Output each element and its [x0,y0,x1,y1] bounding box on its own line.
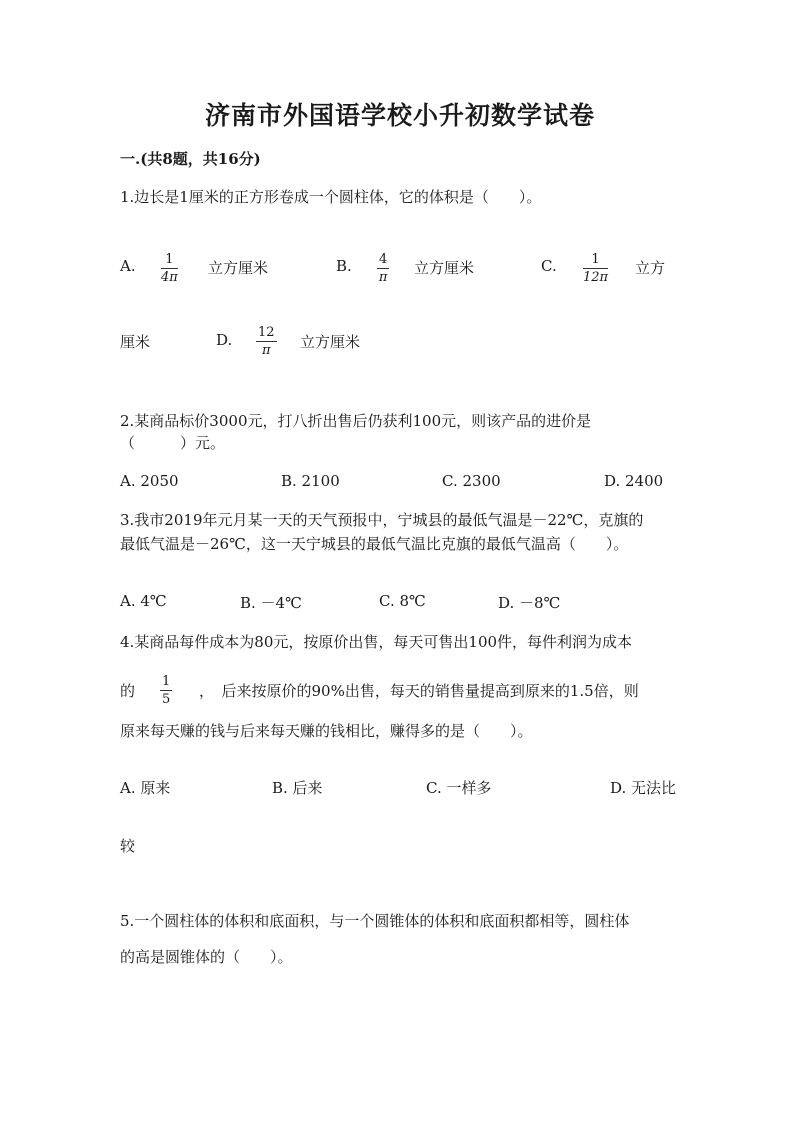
q1-option-d-label: D. [216,331,233,349]
question-4-line-1: 4.某商品每件成本为80元，按原价出售，每天可售出100件，每件利润为成本 [120,633,633,651]
q2-option-b: B. 2100 [281,472,340,490]
q4-option-a: A. 原来 [120,779,171,797]
fraction-numerator: 12 [258,325,275,340]
q1-option-c-fraction [583,252,608,285]
q3-option-a: A. 4℃ [120,592,167,610]
page-title: 济南市外国语学校小升初数学试卷 [204,101,595,130]
fraction-denominator: π [262,343,271,358]
fraction-numerator: 1 [162,674,171,689]
q1-option-d-fraction [256,325,277,358]
q1-option-b-label: B. [336,257,352,275]
q1-option-a-label: A. [120,257,136,275]
q1-option-a-unit: 立方厘米 [208,259,269,277]
q4-option-d: D. 无法比 [610,779,677,797]
fraction-numerator: 1 [591,252,600,267]
q4-option-b: B. 后来 [272,779,323,797]
q1-option-a-fraction [161,252,178,285]
question-5-line-2: 的高是圆锥体的（ ）。 [120,948,293,966]
question-1-text: 1.边长是1厘米的正方形卷成一个圆柱体，它的体积是（ ）。 [120,188,542,206]
q4-fraction [160,674,172,707]
q3-option-d: D. －8℃ [498,594,561,612]
fraction-denominator: 4π [161,270,178,285]
fraction-numerator: 1 [165,252,174,267]
q1-option-c-unit: 立方 [635,259,666,277]
q1-option-c-label: C. [541,257,557,275]
q2-option-d: D. 2400 [604,472,664,490]
q2-option-c: C. 2300 [442,472,501,490]
question-3-line-1: 3.我市2019年元月某一天的天气预报中，宁城县的最低气温是－22℃，克旗的 [120,511,644,529]
q1-option-d-unit: 立方厘米 [300,333,361,351]
q1-option-b-fraction [377,252,389,285]
q1-option-b-unit: 立方厘米 [414,259,475,277]
section-heading: 一.(共8题，共16分) [120,150,261,168]
question-4-line-3: 原来每天赚的钱与后来每天赚的钱相比，赚得多的是（ ）。 [120,722,533,740]
question-4-line-2-end: ， 后来按原价的90%出售，每天的销售量提高到原来的1.5倍，则 [199,682,639,700]
fraction-denominator: 5 [162,692,171,707]
fraction-numerator: 4 [379,252,388,267]
fraction-denominator: 12π [583,270,609,285]
fraction-denominator: π [378,270,388,285]
q3-option-b: B. －4℃ [240,594,302,612]
q3-option-c: C. 8℃ [379,592,426,610]
question-2-line-2: （ ）元。 [120,434,226,452]
q2-option-a: A. 2050 [120,472,179,490]
question-5-line-1: 5.一个圆柱体的体积和底面积，与一个圆锥体的体积和底面积都相等，圆柱体 [120,912,630,930]
q4-option-c: C. 一样多 [426,779,492,797]
question-3-line-2: 最低气温是－26℃，这一天宁城县的最低气温比克旗的最低气温高（ ）。 [120,535,629,553]
q1-option-c-unit-continued: 厘米 [120,333,151,351]
q4-option-d-continued: 较 [120,837,136,855]
question-2-line-1: 2.某商品标价3000元，打八折出售后仍获利100元，则该产品的进价是 [120,412,592,430]
question-4-line-2-start: 的 [120,682,136,700]
